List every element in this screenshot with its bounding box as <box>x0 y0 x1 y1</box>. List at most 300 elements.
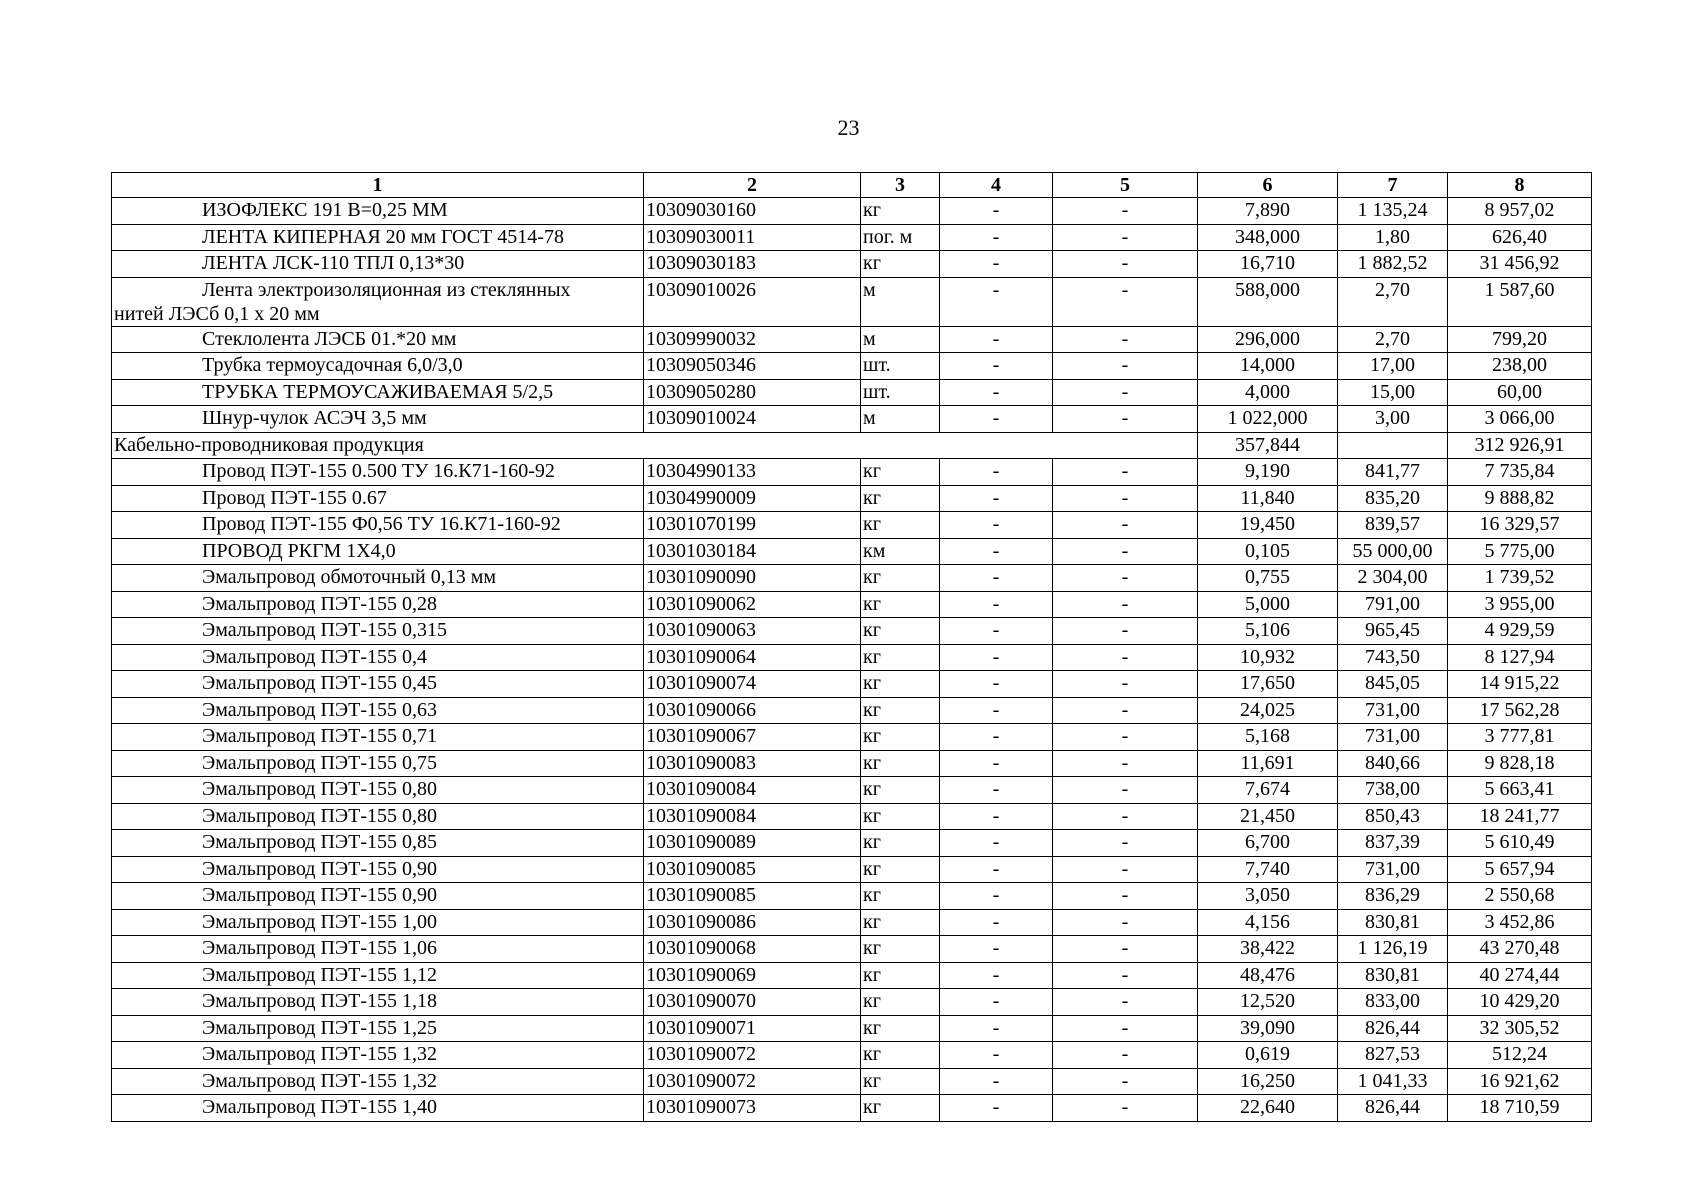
quantity-cell: 16,250 <box>1198 1068 1338 1095</box>
quantity-cell: 7,674 <box>1198 777 1338 804</box>
table-row <box>112 750 1592 777</box>
quantity-cell: 24,025 <box>1198 697 1338 724</box>
quantity-cell: 14,000 <box>1198 353 1338 380</box>
price-cell: 3,00 <box>1338 406 1448 433</box>
item-code-cell: 10309030183 <box>644 251 861 278</box>
item-name-cell <box>112 697 644 724</box>
item-name: Эмальпровод ПЭТ-155 0,45 <box>202 672 438 694</box>
col-5-value-cell: - <box>1053 618 1198 645</box>
item-name: Шнур-чулок АСЭЧ 3,5 мм <box>202 407 427 429</box>
item-code-cell: 10301090074 <box>644 671 861 698</box>
price-cell: 836,29 <box>1338 883 1448 910</box>
price-cell: 1 126,19 <box>1338 936 1448 963</box>
col-4-value-cell: - <box>940 565 1053 592</box>
price-cell: 965,45 <box>1338 618 1448 645</box>
materials-table <box>111 172 1592 1122</box>
item-name-cell <box>112 989 644 1016</box>
unit-cell: кг <box>861 671 940 698</box>
col-5-value-cell: - <box>1053 326 1198 353</box>
price-cell: 738,00 <box>1338 777 1448 804</box>
col-5-value-cell: - <box>1053 724 1198 751</box>
item-name: Эмальпровод ПЭТ-155 0,315 <box>202 619 448 641</box>
item-name-cell <box>112 485 644 512</box>
header-row <box>112 173 1592 198</box>
item-name-cell <box>112 671 644 698</box>
item-code-cell: 10301030184 <box>644 538 861 565</box>
col-4-value-cell: - <box>940 830 1053 857</box>
table-row <box>112 830 1592 857</box>
col-5-value-cell: - <box>1053 936 1198 963</box>
item-code-cell: 10301090069 <box>644 962 861 989</box>
unit-cell: кг <box>861 198 940 225</box>
amount-cell: 43 270,48 <box>1448 936 1592 963</box>
table-row <box>112 856 1592 883</box>
header-col-8: 8 <box>1448 173 1592 198</box>
table-row <box>112 459 1592 486</box>
col-5-value-cell: - <box>1053 277 1198 326</box>
amount-cell: 10 429,20 <box>1448 989 1592 1016</box>
amount-cell: 3 955,00 <box>1448 591 1592 618</box>
item-code-cell: 10301090089 <box>644 830 861 857</box>
item-name: Эмальпровод ПЭТ-155 1,00 <box>202 910 438 933</box>
price-cell: 2,70 <box>1338 326 1448 353</box>
item-name-cell <box>112 459 644 486</box>
unit-cell: кг <box>861 512 940 539</box>
unit-cell: кг <box>861 856 940 883</box>
item-name: Эмальпровод ПЭТ-155 0,63 <box>202 698 438 721</box>
table-row <box>112 1015 1592 1042</box>
item-name-cell <box>112 856 644 883</box>
table-row <box>112 697 1592 724</box>
col-5-value-cell: - <box>1053 644 1198 671</box>
price-cell: 837,39 <box>1338 830 1448 857</box>
quantity-cell: 7,740 <box>1198 856 1338 883</box>
col-4-value-cell: - <box>940 803 1053 830</box>
unit-cell: кг <box>861 1068 940 1095</box>
col-4-value-cell: - <box>940 724 1053 751</box>
col-4-value-cell: - <box>940 591 1053 618</box>
col-4-value-cell: - <box>940 856 1053 883</box>
amount-cell: 5 657,94 <box>1448 856 1592 883</box>
item-name-cell <box>112 406 644 433</box>
item-code-cell: 10309050280 <box>644 379 861 406</box>
price-cell: 839,57 <box>1338 512 1448 539</box>
unit-cell: кг <box>861 459 940 486</box>
col-4-value-cell: - <box>940 1042 1053 1069</box>
col-4-value-cell: - <box>940 750 1053 777</box>
item-name-cell <box>112 962 644 989</box>
col-5-value-cell: - <box>1053 512 1198 539</box>
quantity-cell: 588,000 <box>1198 277 1338 326</box>
item-code-cell: 10301090067 <box>644 724 861 751</box>
unit-cell: кг <box>861 989 940 1016</box>
quantity-cell: 12,520 <box>1198 989 1338 1016</box>
price-cell: 1 882,52 <box>1338 251 1448 278</box>
unit-cell: кг <box>861 777 940 804</box>
item-name-cell <box>112 724 644 751</box>
quantity-cell: 7,890 <box>1198 198 1338 225</box>
amount-cell: 31 456,92 <box>1448 251 1592 278</box>
unit-cell: кг <box>861 485 940 512</box>
col-5-value-cell: - <box>1053 1015 1198 1042</box>
item-name-cell <box>112 909 644 936</box>
price-cell: 731,00 <box>1338 724 1448 751</box>
col-5-value-cell: - <box>1053 777 1198 804</box>
item-name: Эмальпровод ПЭТ-155 0,80 <box>202 778 438 800</box>
table-row <box>112 277 1592 326</box>
table-row <box>112 618 1592 645</box>
col-5-value-cell: - <box>1053 565 1198 592</box>
unit-cell: кг <box>861 962 940 989</box>
table-row <box>112 989 1592 1016</box>
price-cell: 791,00 <box>1338 591 1448 618</box>
col-5-value-cell: - <box>1053 750 1198 777</box>
table-row <box>112 671 1592 698</box>
col-4-value-cell: - <box>940 883 1053 910</box>
item-code-cell: 10309010024 <box>644 406 861 433</box>
col-4-value-cell: - <box>940 485 1053 512</box>
item-name: ПРОВОД РКГМ 1Х4,0 <box>202 539 396 562</box>
unit-cell: км <box>861 538 940 565</box>
item-name: ЛЕНТА ЛСК-110 ТПЛ 0,13*30 <box>202 252 465 274</box>
col-5-value-cell: - <box>1053 379 1198 406</box>
quantity-cell: 5,000 <box>1198 591 1338 618</box>
item-name: Провод ПЭТ-155 0.67 <box>202 486 387 509</box>
header-col-2: 2 <box>644 173 861 198</box>
item-name-cell <box>112 277 644 326</box>
col-5-value-cell: - <box>1053 591 1198 618</box>
col-4-value-cell: - <box>940 644 1053 671</box>
col-4-value-cell: - <box>940 697 1053 724</box>
price-cell: 833,00 <box>1338 989 1448 1016</box>
unit-cell: кг <box>861 697 940 724</box>
item-name-cell <box>112 883 644 910</box>
item-code-cell: 10309030011 <box>644 224 861 251</box>
table-row <box>112 251 1592 278</box>
quantity-cell: 21,450 <box>1198 803 1338 830</box>
unit-cell: кг <box>861 1015 940 1042</box>
col-5-value-cell: - <box>1053 224 1198 251</box>
amount-cell: 512,24 <box>1448 1042 1592 1069</box>
table-row <box>112 1095 1592 1122</box>
quantity-cell: 5,168 <box>1198 724 1338 751</box>
price-cell: 840,66 <box>1338 750 1448 777</box>
amount-cell: 1 587,60 <box>1448 277 1592 326</box>
col-5-value-cell: - <box>1053 198 1198 225</box>
table-row <box>112 1042 1592 1069</box>
col-5-value-cell: - <box>1053 353 1198 380</box>
price-cell: 830,81 <box>1338 909 1448 936</box>
unit-cell: пог. м <box>861 224 940 251</box>
col-4-value-cell: - <box>940 251 1053 278</box>
quantity-cell: 16,710 <box>1198 251 1338 278</box>
header-col-1: 1 <box>112 173 644 198</box>
table-row <box>112 909 1592 936</box>
price-cell: 826,44 <box>1338 1095 1448 1122</box>
item-name: Эмальпровод ПЭТ-155 1,25 <box>202 1016 438 1039</box>
price-cell: 850,43 <box>1338 803 1448 830</box>
amount-cell: 5 610,49 <box>1448 830 1592 857</box>
col-4-value-cell: - <box>940 671 1053 698</box>
item-code-cell: 10304990009 <box>644 485 861 512</box>
unit-cell: шт. <box>861 379 940 406</box>
item-code-cell: 10301090063 <box>644 618 861 645</box>
amount-cell: 16 329,57 <box>1448 512 1592 539</box>
item-name-cell <box>112 512 644 539</box>
price-cell: 2 304,00 <box>1338 565 1448 592</box>
amount-cell: 16 921,62 <box>1448 1068 1592 1095</box>
page-number: 23 <box>837 115 860 140</box>
col-4-value-cell: - <box>940 989 1053 1016</box>
item-name: Трубка термоусадочная 6,0/3,0 <box>202 354 463 376</box>
item-name-line-1: Лента электроизоляционная из стеклянных <box>202 278 571 301</box>
amount-cell: 3 452,86 <box>1448 909 1592 936</box>
header-col-3: 3 <box>861 173 940 198</box>
unit-cell: кг <box>861 1095 940 1122</box>
col-5-value-cell: - <box>1053 538 1198 565</box>
amount-cell: 238,00 <box>1448 353 1592 380</box>
col-4-value-cell: - <box>940 379 1053 406</box>
price-cell: 731,00 <box>1338 697 1448 724</box>
unit-cell: шт. <box>861 353 940 380</box>
item-name: Провод ПЭТ-155 Ф0,56 ТУ 16.К71-160-92 <box>202 513 561 535</box>
col-4-value-cell: - <box>940 459 1053 486</box>
amount-cell: 3 066,00 <box>1448 406 1592 433</box>
table-row <box>112 353 1592 380</box>
col-5-value-cell: - <box>1053 459 1198 486</box>
item-name: Эмальпровод ПЭТ-155 0,75 <box>202 751 438 774</box>
item-code-cell: 10301090066 <box>644 697 861 724</box>
quantity-cell: 48,476 <box>1198 962 1338 989</box>
item-code-cell: 10301070199 <box>644 512 861 539</box>
quantity-cell: 0,619 <box>1198 1042 1338 1069</box>
item-name-cell <box>112 803 644 830</box>
section-quantity-cell: 357,844 <box>1198 432 1338 459</box>
col-5-value-cell: - <box>1053 1095 1198 1122</box>
quantity-cell: 38,422 <box>1198 936 1338 963</box>
price-cell: 2,70 <box>1338 277 1448 326</box>
col-4-value-cell: - <box>940 538 1053 565</box>
item-name-cell <box>112 538 644 565</box>
table-row <box>112 1068 1592 1095</box>
col-5-value-cell: - <box>1053 697 1198 724</box>
item-name: Провод ПЭТ-155 0.500 ТУ 16.К71-160-92 <box>202 460 555 482</box>
amount-cell: 3 777,81 <box>1448 724 1592 751</box>
item-code-cell: 10301090084 <box>644 803 861 830</box>
item-name-cell <box>112 1015 644 1042</box>
amount-cell: 4 929,59 <box>1448 618 1592 645</box>
amount-cell: 17 562,28 <box>1448 697 1592 724</box>
item-name-cell <box>112 644 644 671</box>
item-code-cell: 10301090086 <box>644 909 861 936</box>
price-cell: 826,44 <box>1338 1015 1448 1042</box>
quantity-cell: 19,450 <box>1198 512 1338 539</box>
item-name-cell <box>112 777 644 804</box>
item-name: ТРУБКА ТЕРМОУСАЖИВАЕМАЯ 5/2,5 <box>202 380 554 403</box>
col-5-value-cell: - <box>1053 830 1198 857</box>
item-code-cell: 10301090072 <box>644 1042 861 1069</box>
amount-cell: 626,40 <box>1448 224 1592 251</box>
amount-cell: 5 663,41 <box>1448 777 1592 804</box>
quantity-cell: 296,000 <box>1198 326 1338 353</box>
amount-cell: 8 127,94 <box>1448 644 1592 671</box>
item-name-cell <box>112 750 644 777</box>
header-col-5: 5 <box>1053 173 1198 198</box>
unit-cell: кг <box>861 1042 940 1069</box>
unit-cell: м <box>861 326 940 353</box>
table-body <box>112 198 1592 1122</box>
item-code-cell: 10301090068 <box>644 936 861 963</box>
item-code-cell: 10309990032 <box>644 326 861 353</box>
quantity-cell: 10,932 <box>1198 644 1338 671</box>
item-name: Эмальпровод ПЭТ-155 0,85 <box>202 831 438 853</box>
col-5-value-cell: - <box>1053 406 1198 433</box>
amount-cell: 8 957,02 <box>1448 198 1592 225</box>
item-name: Эмальпровод ПЭТ-155 1,32 <box>202 1043 438 1065</box>
table-row <box>112 565 1592 592</box>
col-5-value-cell: - <box>1053 962 1198 989</box>
unit-cell: кг <box>861 618 940 645</box>
quantity-cell: 11,691 <box>1198 750 1338 777</box>
unit-cell: кг <box>861 644 940 671</box>
col-4-value-cell: - <box>940 353 1053 380</box>
item-name-cell <box>112 1042 644 1069</box>
unit-cell: кг <box>861 909 940 936</box>
item-name: Эмальпровод ПЭТ-155 0,71 <box>202 725 438 747</box>
price-cell: 1 135,24 <box>1338 198 1448 225</box>
header-col-7: 7 <box>1338 173 1448 198</box>
col-4-value-cell: - <box>940 224 1053 251</box>
unit-cell: кг <box>861 883 940 910</box>
item-name-cell <box>112 936 644 963</box>
col-5-value-cell: - <box>1053 251 1198 278</box>
price-cell: 827,53 <box>1338 1042 1448 1069</box>
table-row <box>112 724 1592 751</box>
unit-cell: кг <box>861 830 940 857</box>
item-code-cell: 10301090085 <box>644 856 861 883</box>
price-cell: 830,81 <box>1338 962 1448 989</box>
price-cell: 17,00 <box>1338 353 1448 380</box>
item-name-cell <box>112 1095 644 1122</box>
unit-cell: кг <box>861 803 940 830</box>
amount-cell: 2 550,68 <box>1448 883 1592 910</box>
price-cell: 55 000,00 <box>1338 538 1448 565</box>
table-row <box>112 538 1592 565</box>
section-row <box>112 432 1592 459</box>
col-4-value-cell: - <box>940 406 1053 433</box>
item-name: Эмальпровод ПЭТ-155 1,06 <box>202 937 438 959</box>
quantity-cell: 5,106 <box>1198 618 1338 645</box>
item-code-cell: 10301090083 <box>644 750 861 777</box>
item-name: Эмальпровод ПЭТ-155 1,32 <box>202 1069 438 1092</box>
amount-cell: 60,00 <box>1448 379 1592 406</box>
table-row <box>112 485 1592 512</box>
item-name: Стеклолента ЛЭСБ 01.*20 мм <box>202 327 457 350</box>
item-code-cell: 10309050346 <box>644 353 861 380</box>
item-code-cell: 10301090070 <box>644 989 861 1016</box>
quantity-cell: 11,840 <box>1198 485 1338 512</box>
item-code-cell: 10309010026 <box>644 277 861 326</box>
price-cell: 731,00 <box>1338 856 1448 883</box>
unit-cell: м <box>861 277 940 326</box>
unit-cell: кг <box>861 750 940 777</box>
quantity-cell: 17,650 <box>1198 671 1338 698</box>
item-name: Эмальпровод ПЭТ-155 0,4 <box>202 645 428 668</box>
price-cell: 835,20 <box>1338 485 1448 512</box>
col-5-value-cell: - <box>1053 485 1198 512</box>
unit-cell: кг <box>861 724 940 751</box>
item-name-cell <box>112 251 644 278</box>
quantity-cell: 3,050 <box>1198 883 1338 910</box>
section-label: Кабельно-проводниковая продукция <box>112 432 1198 459</box>
amount-cell: 1 739,52 <box>1448 565 1592 592</box>
quantity-cell: 39,090 <box>1198 1015 1338 1042</box>
col-4-value-cell: - <box>940 1068 1053 1095</box>
table-row <box>112 591 1592 618</box>
quantity-cell: 0,105 <box>1198 538 1338 565</box>
table-row <box>112 326 1592 353</box>
item-name: Эмальпровод обмоточный 0,13 мм <box>202 566 497 588</box>
header-col-6: 6 <box>1198 173 1338 198</box>
item-code-cell: 10301090073 <box>644 1095 861 1122</box>
col-5-value-cell: - <box>1053 1042 1198 1069</box>
unit-cell: кг <box>861 565 940 592</box>
item-code-cell: 10301090085 <box>644 883 861 910</box>
col-4-value-cell: - <box>940 1015 1053 1042</box>
item-name-cell <box>112 379 644 406</box>
item-name-cell <box>112 353 644 380</box>
item-name: ИЗОФЛЕКС 191 В=0,25 ММ <box>202 199 448 221</box>
price-cell: 15,00 <box>1338 379 1448 406</box>
col-4-value-cell: - <box>940 512 1053 539</box>
amount-cell: 9 888,82 <box>1448 485 1592 512</box>
amount-cell: 7 735,84 <box>1448 459 1592 486</box>
quantity-cell: 22,640 <box>1198 1095 1338 1122</box>
amount-cell: 9 828,18 <box>1448 750 1592 777</box>
col-5-value-cell: - <box>1053 803 1198 830</box>
amount-cell: 14 915,22 <box>1448 671 1592 698</box>
item-code-cell: 10301090062 <box>644 591 861 618</box>
item-name-cell <box>112 591 644 618</box>
item-name-cell <box>112 224 644 251</box>
item-code-cell: 10301090071 <box>644 1015 861 1042</box>
price-cell: 743,50 <box>1338 644 1448 671</box>
amount-cell: 32 305,52 <box>1448 1015 1592 1042</box>
col-4-value-cell: - <box>940 777 1053 804</box>
col-5-value-cell: - <box>1053 1068 1198 1095</box>
col-4-value-cell: - <box>940 198 1053 225</box>
item-name-line-2: нитей ЛЭСб 0,1 х 20 мм <box>114 302 320 325</box>
col-4-value-cell: - <box>940 618 1053 645</box>
col-5-value-cell: - <box>1053 856 1198 883</box>
item-code-cell: 10304990133 <box>644 459 861 486</box>
quantity-cell: 4,000 <box>1198 379 1338 406</box>
item-name: Эмальпровод ПЭТ-155 1,18 <box>202 990 438 1012</box>
amount-cell: 799,20 <box>1448 326 1592 353</box>
item-name: Эмальпровод ПЭТ-155 1,12 <box>202 963 438 986</box>
col-5-value-cell: - <box>1053 883 1198 910</box>
col-4-value-cell: - <box>940 936 1053 963</box>
table-row <box>112 803 1592 830</box>
col-5-value-cell: - <box>1053 989 1198 1016</box>
item-name: Эмальпровод ПЭТ-155 0,28 <box>202 592 438 615</box>
unit-cell: м <box>861 406 940 433</box>
amount-cell: 40 274,44 <box>1448 962 1592 989</box>
table-row <box>112 198 1592 225</box>
col-4-value-cell: - <box>940 277 1053 326</box>
table-row <box>112 883 1592 910</box>
item-name-cell <box>112 618 644 645</box>
